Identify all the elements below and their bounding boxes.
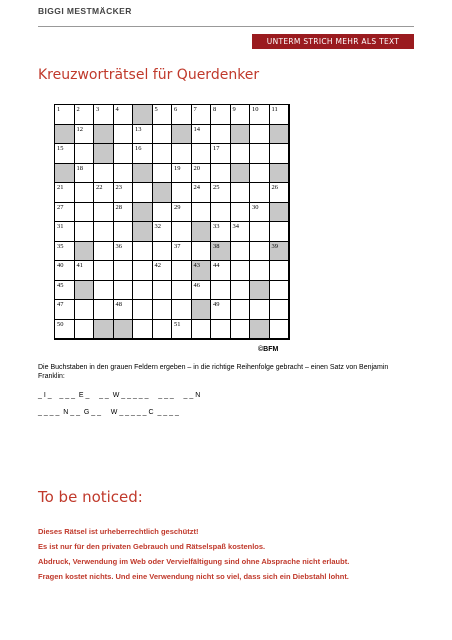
crossword-cell — [192, 300, 212, 320]
crossword-cell — [133, 281, 153, 301]
crossword-cell — [211, 281, 231, 301]
crossword-cell — [231, 144, 251, 164]
crossword-cell — [172, 222, 192, 242]
clue-number: 32 — [154, 223, 161, 230]
crossword-grid — [54, 104, 290, 340]
crossword-cell — [270, 105, 290, 125]
crossword-cell — [270, 164, 290, 184]
crossword-cell — [172, 144, 192, 164]
crossword-cell — [133, 164, 153, 184]
crossword-cell — [153, 203, 173, 223]
crossword-cell — [172, 105, 192, 125]
crossword-cell — [133, 183, 153, 203]
notice-line: Es ist nur für den privaten Gebrauch und Rätselspaß kostenlos. — [38, 542, 266, 551]
crossword-cell — [55, 105, 75, 125]
author-name: BIGGI MESTMÄCKER — [38, 6, 132, 16]
crossword-cell — [114, 320, 134, 340]
crossword-cell — [153, 320, 173, 340]
crossword-cell — [55, 300, 75, 320]
clue-number: 43 — [193, 262, 200, 269]
clue-number: 8 — [213, 106, 217, 113]
crossword-cell — [75, 300, 95, 320]
crossword-cell — [231, 183, 251, 203]
crossword-cell — [75, 261, 95, 281]
copyright-mark: ©BFM — [258, 346, 279, 353]
crossword-cell — [153, 164, 173, 184]
solution-pattern-line-1: _ I _ _ _ _ E _ _ _ W _ _ _ _ _ _ _ _ _ _ N — [38, 392, 201, 399]
crossword-cell — [55, 281, 75, 301]
crossword-cell — [211, 320, 231, 340]
crossword-cell — [55, 183, 75, 203]
crossword-cell — [153, 242, 173, 262]
notice-line: Dieses Rätsel ist urheberrechtlich geschützt! — [38, 527, 199, 536]
crossword-cell — [94, 183, 114, 203]
crossword-cell — [75, 144, 95, 164]
crossword-cell — [114, 261, 134, 281]
notice-line: Fragen kostet nichts. Und eine Verwendung nicht so viel, dass sich ein Diebstahl lohnt. — [38, 572, 349, 581]
crossword-cell — [250, 242, 270, 262]
clue-number: 9 — [232, 106, 236, 113]
crossword-cell — [192, 125, 212, 145]
crossword-cell — [270, 320, 290, 340]
crossword-cell — [75, 222, 95, 242]
crossword-cell — [172, 300, 192, 320]
clue-number: 7 — [193, 106, 197, 113]
crossword-cell — [153, 300, 173, 320]
crossword-cell — [114, 125, 134, 145]
clue-number: 15 — [57, 145, 64, 152]
crossword-cell — [231, 105, 251, 125]
crossword-cell — [55, 144, 75, 164]
crossword-cell — [270, 300, 290, 320]
crossword-cell — [231, 222, 251, 242]
crossword-cell — [250, 281, 270, 301]
crossword-cell — [192, 105, 212, 125]
crossword-cell — [75, 320, 95, 340]
clue-number: 13 — [135, 125, 142, 133]
crossword-cell — [192, 203, 212, 223]
tagline-banner: UNTERM STRICH MEHR ALS TEXT — [252, 34, 414, 49]
crossword-cell — [231, 281, 251, 301]
crossword-cell — [75, 242, 95, 262]
crossword-cell — [231, 164, 251, 184]
clue-number: 1 — [57, 106, 61, 113]
crossword-cell — [75, 281, 95, 301]
crossword-cell — [211, 203, 231, 223]
crossword-cell — [114, 281, 134, 301]
crossword-cell — [172, 320, 192, 340]
crossword-cell — [133, 300, 153, 320]
crossword-cell — [133, 320, 153, 340]
crossword-cell — [270, 183, 290, 203]
crossword-cell — [55, 203, 75, 223]
crossword-cell — [75, 105, 95, 125]
clue-number: 24 — [193, 184, 200, 191]
crossword-cell — [55, 125, 75, 145]
clue-number: 36 — [115, 242, 122, 250]
crossword-cell — [94, 144, 114, 164]
crossword-cell — [211, 222, 231, 242]
clue-number: 19 — [174, 164, 181, 172]
crossword-cell — [250, 144, 270, 164]
crossword-cell — [94, 222, 114, 242]
clue-number: 22 — [96, 184, 103, 191]
clue-number: 33 — [213, 223, 220, 230]
crossword-cell — [192, 164, 212, 184]
clue-number: 5 — [154, 106, 158, 113]
crossword-cell — [270, 281, 290, 301]
instructions-text: Die Buchstaben in den grauen Feldern ergeben – in die richtige Reihenfolge gebracht – einen Satz von Benjamin Franklin: — [38, 364, 389, 380]
clue-number: 41 — [76, 262, 83, 269]
crossword-cell — [133, 242, 153, 262]
crossword-cell — [75, 183, 95, 203]
clue-number: 31 — [57, 223, 64, 230]
clue-number: 49 — [213, 301, 220, 308]
crossword-cell — [211, 105, 231, 125]
crossword-cell — [192, 144, 212, 164]
crossword-cell — [250, 183, 270, 203]
clue-number: 29 — [174, 203, 181, 211]
clue-number: 11 — [271, 106, 278, 113]
clue-number: 39 — [271, 242, 278, 250]
crossword-cell — [114, 164, 134, 184]
crossword-cell — [231, 320, 251, 340]
crossword-cell — [55, 164, 75, 184]
clue-number: 21 — [57, 184, 64, 191]
clue-number: 14 — [193, 125, 200, 133]
crossword-cell — [172, 183, 192, 203]
crossword-cell — [133, 222, 153, 242]
clue-number: 26 — [271, 184, 278, 191]
crossword-cell — [55, 261, 75, 281]
crossword-cell — [55, 222, 75, 242]
crossword-cell — [94, 125, 114, 145]
clue-number: 51 — [174, 320, 181, 328]
clue-number: 28 — [115, 203, 122, 211]
crossword-cell — [172, 203, 192, 223]
crossword-cell — [94, 320, 114, 340]
crossword-cell — [250, 203, 270, 223]
crossword-cell — [153, 125, 173, 145]
clue-number: 16 — [135, 145, 142, 152]
header-divider — [38, 26, 414, 27]
clue-number: 35 — [57, 242, 64, 250]
crossword-cell — [55, 320, 75, 340]
crossword-cell — [75, 203, 95, 223]
crossword-cell — [250, 105, 270, 125]
clue-number: 40 — [57, 262, 64, 269]
crossword-cell — [172, 164, 192, 184]
crossword-cell — [153, 105, 173, 125]
clue-number: 6 — [174, 106, 178, 113]
crossword-cell — [75, 125, 95, 145]
crossword-cell — [172, 242, 192, 262]
crossword-cell — [75, 164, 95, 184]
crossword-cell — [94, 105, 114, 125]
crossword-cell — [114, 222, 134, 242]
crossword-cell — [94, 242, 114, 262]
crossword-cell — [192, 183, 212, 203]
crossword-cell — [231, 261, 251, 281]
crossword-cell — [270, 125, 290, 145]
crossword-cell — [153, 261, 173, 281]
crossword-cell — [133, 144, 153, 164]
crossword-cell — [94, 281, 114, 301]
crossword-cell — [133, 203, 153, 223]
crossword-cell — [114, 300, 134, 320]
notice-line: Abdruck, Verwendung im Web oder Vervielfältigung sind ohne Absprache nicht erlaubt. — [38, 557, 350, 566]
clue-number: 50 — [57, 320, 64, 328]
clue-number: 23 — [115, 184, 122, 191]
crossword-cell — [114, 242, 134, 262]
crossword-cell — [211, 300, 231, 320]
crossword-cell — [94, 261, 114, 281]
crossword-cell — [114, 144, 134, 164]
crossword-cell — [94, 300, 114, 320]
crossword-cell — [172, 125, 192, 145]
crossword-cell — [250, 300, 270, 320]
crossword-cell — [153, 281, 173, 301]
crossword-cell — [133, 125, 153, 145]
crossword-cell — [231, 203, 251, 223]
crossword-cell — [153, 183, 173, 203]
crossword-cell — [172, 261, 192, 281]
crossword-cell — [250, 261, 270, 281]
crossword-cell — [114, 105, 134, 125]
crossword-cell — [192, 222, 212, 242]
crossword-cell — [192, 281, 212, 301]
crossword-cell — [211, 144, 231, 164]
crossword-cell — [172, 281, 192, 301]
clue-number: 38 — [213, 242, 220, 250]
crossword-cell — [114, 183, 134, 203]
crossword-cell — [250, 164, 270, 184]
crossword-cell — [211, 164, 231, 184]
crossword-cell — [192, 320, 212, 340]
solution-pattern-line-2: _ _ _ _ N _ _ G _ _ W _ _ _ _ _ C _ _ _ _ — [38, 409, 179, 416]
clue-number: 10 — [252, 106, 259, 113]
crossword-cell — [270, 222, 290, 242]
crossword-cell — [250, 320, 270, 340]
crossword-cell — [211, 242, 231, 262]
crossword-cell — [192, 242, 212, 262]
crossword-cell — [211, 183, 231, 203]
clue-number: 4 — [115, 106, 119, 113]
crossword-cell — [192, 261, 212, 281]
crossword-cell — [231, 125, 251, 145]
clue-number: 30 — [252, 203, 259, 211]
crossword-cell — [270, 242, 290, 262]
clue-number: 3 — [96, 106, 100, 113]
crossword-cell — [133, 105, 153, 125]
page-title: Kreuzworträtsel für Querdenker — [38, 67, 260, 83]
crossword-cell — [114, 203, 134, 223]
clue-number: 44 — [213, 262, 220, 269]
crossword-cell — [211, 261, 231, 281]
clue-number: 12 — [76, 125, 83, 133]
clue-number: 48 — [115, 301, 122, 308]
clue-number: 42 — [154, 262, 161, 269]
clue-number: 17 — [213, 145, 220, 152]
crossword-cell — [250, 222, 270, 242]
crossword-cell — [231, 300, 251, 320]
crossword-cell — [133, 261, 153, 281]
clue-number: 47 — [57, 301, 64, 308]
crossword-cell — [153, 144, 173, 164]
crossword-cell — [55, 242, 75, 262]
crossword-cell — [153, 222, 173, 242]
crossword-cell — [250, 125, 270, 145]
clue-number: 2 — [76, 106, 80, 113]
clue-number: 46 — [193, 281, 200, 289]
crossword-cell — [270, 203, 290, 223]
crossword-cell — [270, 261, 290, 281]
crossword-cell — [231, 242, 251, 262]
clue-number: 27 — [57, 203, 64, 211]
clue-number: 20 — [193, 164, 200, 172]
notice-heading: To be noticed: — [38, 488, 143, 506]
clue-number: 45 — [57, 281, 64, 289]
crossword-cell — [211, 125, 231, 145]
clue-number: 37 — [174, 242, 181, 250]
clue-number: 34 — [232, 223, 239, 230]
clue-number: 18 — [76, 164, 83, 172]
crossword-cell — [270, 144, 290, 164]
crossword-cell — [94, 164, 114, 184]
clue-number: 25 — [213, 184, 220, 191]
crossword-cell — [94, 203, 114, 223]
